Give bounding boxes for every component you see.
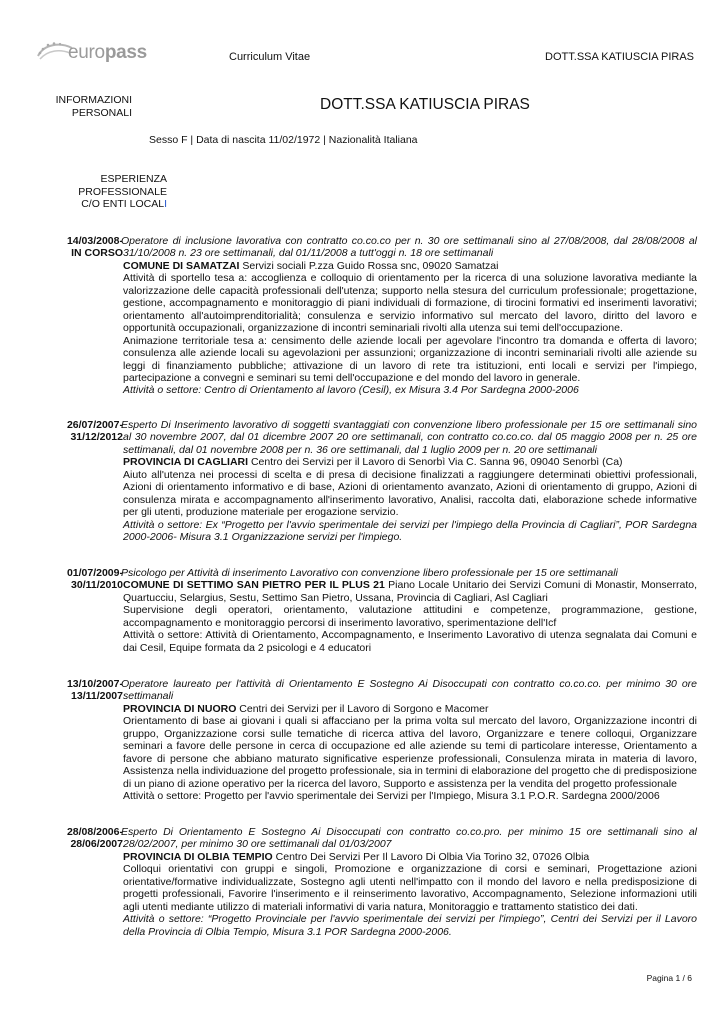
entry-dates: 01/07/2009- 30/11/2010 (66, 567, 123, 592)
entry-body (123, 678, 697, 803)
entry-sector: Attività o settore: Ex “Progetto per l'avvio sperimentale dei servizi per l'impiego della Provincia di Cagliari”, POR Sardegna 2000-2006- Misura 3.1 Organizzazione servizi per l'impiego. (123, 518, 697, 544)
document-title: Curriculum Vitae (229, 51, 311, 63)
entry-description: Animazione territoriale tesa a: censimento delle aziende locali per agevolare l'incontro tra domanda e offerta di lavoro; consulenza alle aziende locali su agevolazioni per assunzioni; organizzazione di incontri seminariali rivolti alle aziende su leggi di finanziamento pubbliche; attivazione di un lavoro di rete tra istituzioni, enti locali e servizi per l'impiego, partecipazione a convegni e seminari su temi dell'occupazione e del mondo del lavoro in generale. (123, 334, 697, 384)
page-number: Pagina 1 / 6 (646, 973, 692, 983)
section-label-personal-info: INFORMAZIONI PERSONALI (55, 94, 132, 119)
header-owner-name: DOTT.SSA KATIUSCIA PIRAS (545, 51, 694, 63)
entry-sector: Attività o settore: Attività di Orientamento, Accompagnamento, e Inserimento Lavorativo di utenza segnalata dai Comuni e dai Cesil, Equipe formata da 2 psicologi e 4 educatori (123, 629, 697, 654)
entry-employer: COMUNE DI SETTIMO SAN PIETRO PER IL PLUS 21 Piano Locale Unitario dei Servizi Comuni di Monastir, Monserrato, Quartucciu, Selargius, Sestu, Settimo San Pietro, Ussana, Provincia di Cagliari, Asl Cagliari (123, 579, 697, 604)
full-name-heading: DOTT.SSA KATIUSCIA PIRAS (320, 96, 530, 113)
entry-dates: 26/07/2007- 31/12/2012 (66, 419, 123, 444)
entry-body (123, 567, 697, 654)
entry-description: Supervisione degli operatori, orientamento, valutazione attitudini e competenze, programmazione, gestione, accompagnamento e monitoraggio percorsi di inserimento lavorativo, sperimentazione dell'Icf (123, 604, 697, 629)
entry-employer: PROVINCIA DI CAGLIARI Centro dei Servizi per il Lavoro di Senorbì Via C. Sanna 96, 09040 Senorbì (Ca) (123, 456, 623, 469)
entry-role: Psicologo per Attività di inserimento Lavorativo con convenzione libero professionale per 15 ore settimanali (121, 567, 618, 579)
entry-body (123, 235, 697, 397)
europass-wordmark: europass (68, 42, 147, 63)
entry-role: Esperto Di Orientamento E Sostegno Ai Disoccupati con contratto co.co.pro. per minimo 15 ore settimanali sino al 28/02/2007, per minimo 30 ore settimanali dal 01/03/2007 (121, 826, 697, 851)
entry-role: Esperto Di Inserimento lavorativo di soggetti svantaggiati con convenzione libero professionale per 15 ore settimanali sino al 30 novembre 2007, dal 01 dicembre 2007 20 ore settimanali, con contratto co.co.co. dal 05 maggio 2008 per n. 25 ore settimanali, dal 01 novembre 2008 per n. 36 ore settimanali, dal 1 luglio 2009 per n. 20 ore settimanali (121, 419, 697, 456)
entry-description: Orientamento di base ai giovani i quali si affacciano per la prima volta sul mercato del lavoro, Organizzazione incontri di gruppo, Organizzazione corsi sulle tematiche di ricerca attiva del lavoro, Organizzare e tenere colloqui, Organizzare seminari a favore delle persone in cerca di occupazione ed alle aziende su temi di particolare interesse, Orientamento a favore di persone che abbiano maturato significative esperienze professionali, Consulenza mirata in materia di lavoro, Assistenza nella individuazione del progetto professionale, sia in termini di elaborazione del progetto che di predisposizione di un piano di azione operativo per la ricerca del lavoro, Supporto e assistenza per la vendita del progetto professionale (123, 715, 697, 790)
entry-dates: 28/08/2006- 28/06/2007 (66, 826, 123, 851)
entry-description: Aiuto all'utenza nei processi di scelta e di presa di decisione finalizzati a raggiungere determinati obiettivi professionali, Azioni di orientamento informativo e di base, Azioni di orientamento avanzato, Azioni di orientamento di gruppo, Azioni di consulenza mirata e accompagnamento all'inserimento lavorativo, Analisi, raccolta dati, elaborazione schede informative per gli utenti, produzione materiale per erogazione servizio. (123, 468, 697, 519)
entry-description: Attività di sportello tesa a: accoglienza e colloquio di orientamento per la ricerca di una soluzione lavorativa mediante la valorizzazione delle capacità professionali dell'utenza; supporto nella stesura del curriculum professionale; progettazione, gestione, accompagnamento e monitoraggio di piani individuali di formazione, di tirocini formativi ed inserimenti lavorativi; orientamento all'autoimprenditorialità; consulenza e servizio informativo sul mercato del lavoro, diritto del lavoro e opportunità occupazionali, organizzazione di incontri seminariali rivolti alla utenza sui temi dell'occupazione. (123, 272, 697, 335)
section-label-experience: ESPERIENZA PROFESSIONALE C/O ENTI LOCALI (78, 173, 167, 210)
entry-description: Colloqui orientativi con gruppi e singoli, Promozione e organizzazione di corsi e seminari, Progettazione azioni orientative/formative individualizzate, Sostegno agli utenti nell'impatto con il mondo del lavoro e nella predisposizione di progetti professionali, Favorire l'inserimento e il reinserimento lavorativo, Accompagnamento, Selezione informazioni utili agli utenti mediante utilizzo di materiali informativi di varia natura, Monitoraggio e trattamento statistico dei dati. (123, 863, 697, 913)
entry-body (123, 826, 697, 938)
entry-role: Operatore laureato per l'attività di Orientamento E Sostegno Ai Disoccupati con contratto co.co.co. per minimo 30 ore settimanali (121, 678, 697, 703)
entry-dates: 14/03/2008- IN CORSO (66, 235, 123, 260)
entry-body (123, 419, 697, 544)
entry-dates: 13/10/2007- 13/11/2007 (66, 678, 123, 703)
entry-employer: PROVINCIA DI OLBIA TEMPIO Centro Dei Servizi Per Il Lavoro Di Olbia Via Torino 32, 07026 Olbia (123, 850, 590, 863)
entry-sector: Attività o settore: Centro di Orientamento al lavoro (Cesil), ex Misura 3.4 Por Sardegna 2000-2006 (123, 384, 579, 397)
entry-sector: Attività o settore: Progetto per l'avvio sperimentale dei Servizi per l'Impiego, Misura 3.1 P.O.R. Sardegna 2000/2006 (123, 790, 660, 803)
entry-sector: Attività o settore: “Progetto Provinciale per l'avvio sperimentale dei servizi per l'impiego”, Centri dei Servizi per il Lavoro della Provincia di Olbia Tempio, Misura 3.1 POR Sardegna 2000-2006. (123, 913, 697, 938)
entry-employer: PROVINCIA DI NUORO Centri dei Servizi per il Lavoro di Sorgono e Macomer (123, 702, 489, 715)
entry-role: Operatore di inclusione lavorativa con contratto co.co.co per n. 30 ore settimanali sino al 27/08/2008, dal 28/08/2008 al 31/10/2008 n. 23 ore settimanali, dal 01/11/2008 a tutt'oggi n. 18 ore settimanali (121, 235, 697, 260)
entry-employer: COMUNE DI SAMATZAI Servizi sociali P.zza Guido Rossa snc, 09020 Samatzai (123, 259, 499, 272)
europass-logo (34, 38, 147, 66)
personal-details: Sesso F | Data di nascita 11/02/1972 | Nazionalità Italiana (149, 134, 418, 146)
